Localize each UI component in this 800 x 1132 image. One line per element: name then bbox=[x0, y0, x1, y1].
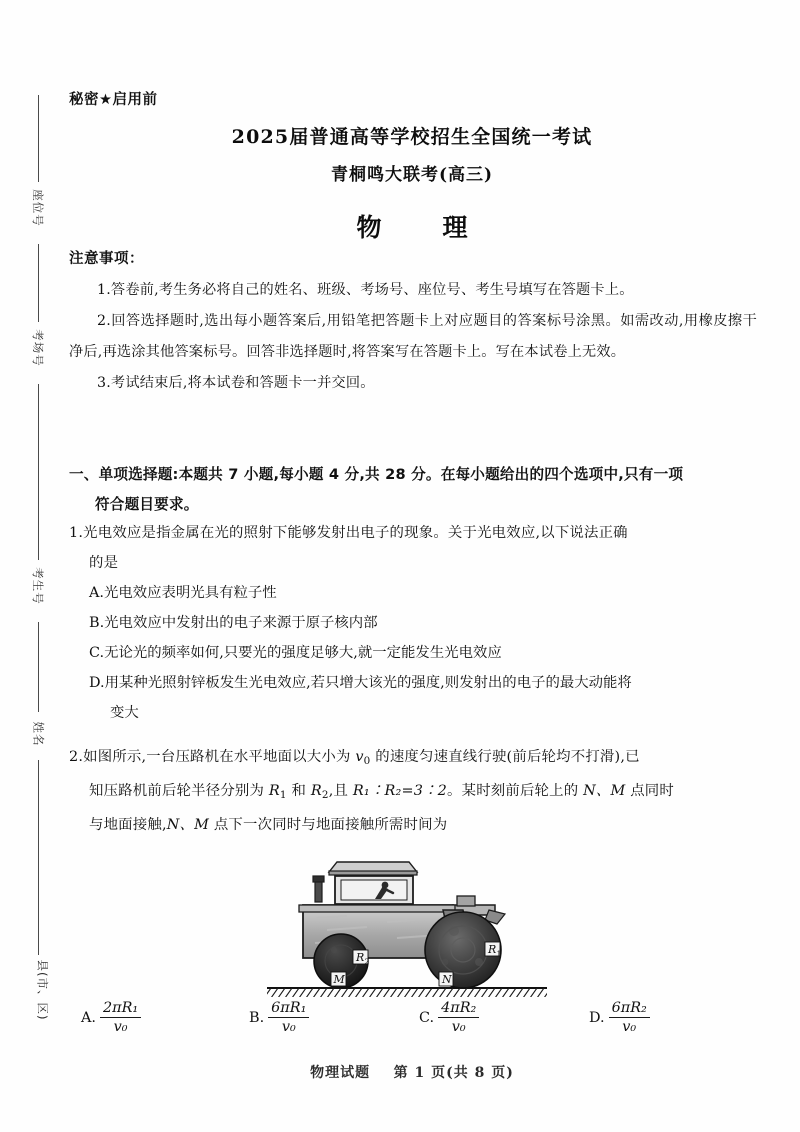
option-letter: D. bbox=[589, 1009, 605, 1026]
symbol-R1: R bbox=[268, 782, 280, 799]
question-2-stem-line2 bbox=[69, 776, 761, 810]
ground-line bbox=[267, 988, 547, 997]
footer-page-number: 第 1 页(共 8 页) bbox=[393, 1065, 514, 1081]
front-drum-R1 bbox=[425, 912, 501, 988]
option-letter: C. bbox=[89, 645, 105, 661]
question-1 bbox=[69, 518, 761, 728]
q2-l2a: 知压路机前后轮半径分别为 bbox=[89, 782, 269, 799]
q2-l2e: 点同时 bbox=[625, 782, 674, 799]
points-NM: N、M bbox=[166, 816, 210, 833]
margin-label-text: 姓名 bbox=[31, 721, 45, 747]
fraction bbox=[438, 1000, 479, 1035]
road-roller-diagram bbox=[257, 858, 557, 998]
question-2-option-d[interactable] bbox=[589, 1000, 650, 1035]
option-letter: B. bbox=[89, 615, 105, 631]
road-roller-figure bbox=[257, 858, 557, 998]
section-heading bbox=[69, 460, 759, 520]
left-margin-strip bbox=[0, 0, 62, 1132]
symbol-R2-sub: 2 bbox=[321, 788, 329, 801]
question-2-option-a[interactable] bbox=[81, 1000, 141, 1035]
question-2-options bbox=[69, 1000, 761, 1058]
question-1-stem-line1: 光电效应是指金属在光的照射下能够发射出电子的现象。关于光电效应,以下说法正确 bbox=[83, 525, 628, 541]
notice-item: 3.考试结束后,将本试卷和答题卡一并交回。 bbox=[97, 375, 375, 391]
roller-exhaust-stack bbox=[313, 876, 324, 902]
secret-notice: 秘密★启用前 bbox=[69, 92, 158, 108]
q2-l2b: 和 bbox=[286, 782, 311, 799]
margin-label-student-number bbox=[12, 567, 64, 605]
notice-block bbox=[69, 247, 757, 399]
notice-item: 2.回答选择题时,选出每小题答案后,用铅笔把答题卡上对应题目的答案标号涂黑。如需改动,用橡皮擦干净后,再选涂其他答案标号。回答非选择题时,将答案写在答题卡上。写在本试卷上无效。 bbox=[69, 313, 757, 360]
section-heading-line2: 符合题目要求。 bbox=[95, 496, 199, 513]
subject-title: 物 理 bbox=[356, 213, 486, 242]
q2-l2d: 。某时刻前后轮上的 bbox=[447, 782, 584, 799]
margin-label-county-city-district bbox=[12, 959, 64, 1021]
rear-wheel-point-label: M bbox=[333, 973, 345, 986]
question-2-stem bbox=[69, 742, 761, 776]
page-footer bbox=[62, 1062, 762, 1082]
question-2-stem-line3 bbox=[69, 810, 761, 840]
q2-l2c: ,且 bbox=[328, 782, 353, 799]
option-letter: B. bbox=[249, 1009, 265, 1026]
points-NM: N、M bbox=[583, 782, 626, 799]
fraction bbox=[100, 1000, 141, 1035]
question-1-option-a[interactable] bbox=[69, 578, 761, 608]
margin-label-text: 考场号 bbox=[31, 329, 45, 367]
question-2-number: 2. bbox=[69, 749, 84, 765]
question-2-option-c[interactable] bbox=[419, 1000, 479, 1035]
q2-l3b: 点下一次同时与地面接触所需时间为 bbox=[209, 816, 448, 833]
paper-subtitle: 青桐鸣大联考(高三) bbox=[330, 165, 494, 185]
option-letter: A. bbox=[89, 585, 104, 601]
symbol-v0: v bbox=[355, 749, 364, 765]
question-1-option-c[interactable] bbox=[69, 638, 761, 668]
rear-wheel-R2 bbox=[314, 934, 370, 988]
fraction-numerator: 2πR₁ bbox=[102, 1000, 139, 1016]
front-drum-point-label: N bbox=[442, 973, 452, 986]
fraction bbox=[268, 1000, 309, 1035]
fraction-denominator: v₀ bbox=[438, 1017, 479, 1035]
fraction-denominator: v₀ bbox=[100, 1017, 141, 1035]
section-heading-line1: 一、单项选择题:本题共 7 小题,每小题 4 分,共 28 分。在每小题给出的四个选项中,只有一项 bbox=[69, 466, 684, 483]
question-2-stem-line1b: 的速度匀速直线行驶(前后轮均不打滑),已 bbox=[370, 749, 640, 765]
option-letter: A. bbox=[81, 1009, 96, 1026]
margin-label-name bbox=[12, 721, 64, 747]
roller-cab bbox=[329, 862, 417, 904]
q2-l3a: 与地面接触, bbox=[89, 816, 167, 833]
front-drum-radius-label: R bbox=[488, 943, 497, 956]
margin-label-text: 县(市、区) bbox=[35, 959, 50, 1021]
question-1-option-b[interactable] bbox=[69, 608, 761, 638]
question-2-option-b[interactable] bbox=[249, 1000, 309, 1035]
question-2 bbox=[69, 742, 761, 840]
margin-label-text: 考生号 bbox=[31, 567, 45, 605]
fraction-numerator: 6πR₁ bbox=[271, 1000, 307, 1016]
option-text-wrap: 变大 bbox=[110, 705, 139, 721]
svg-text:2: 2 bbox=[364, 957, 370, 966]
option-text: 无论光的频率如何,只要光的强度足够大,就一定能发生光电效应 bbox=[104, 645, 502, 661]
question-1-stem bbox=[69, 518, 761, 578]
question-1-number: 1. bbox=[69, 525, 84, 541]
ratio-expression: R₁∶R₂=3∶2 bbox=[352, 782, 448, 799]
rear-wheel-radius-label: R bbox=[356, 951, 365, 964]
margin-label-seat-number bbox=[12, 189, 64, 227]
question-1-stem-line2: 的是 bbox=[89, 555, 119, 571]
symbol-R1-sub: 1 bbox=[279, 788, 287, 801]
symbol-R2: R bbox=[310, 782, 322, 799]
footer-subject: 物理试题 bbox=[310, 1065, 371, 1081]
page-title: 2025届普通高等学校招生全国统一考试 bbox=[231, 126, 593, 148]
option-text: 光电效应表明光具有粒子性 bbox=[103, 585, 277, 601]
symbol-v0-sub: 0 bbox=[363, 754, 371, 767]
question-1-option-d[interactable] bbox=[69, 668, 761, 728]
option-text: 用某种光照射锌板发生光电效应,若只增大该光的强度,则发射出的电子的最大动能将 bbox=[104, 675, 632, 691]
margin-label-text: 座位号 bbox=[31, 189, 45, 227]
paper-title-block bbox=[62, 122, 762, 244]
option-letter: D. bbox=[89, 675, 105, 691]
margin-label-exam-room-number bbox=[12, 329, 64, 367]
fraction-denominator: v₀ bbox=[268, 1017, 309, 1035]
notice-item: 1.答卷前,考生务必将自己的姓名、班级、考场号、座位号、考生号填写在答题卡上。 bbox=[97, 282, 634, 298]
option-text: 光电效应中发射出的电子来源于原子核内部 bbox=[104, 615, 378, 631]
notice-heading: 注意事项： bbox=[69, 251, 144, 267]
fraction-numerator: 6πR₂ bbox=[611, 1000, 647, 1016]
fraction bbox=[609, 1000, 650, 1035]
svg-text:1: 1 bbox=[496, 949, 502, 958]
fraction-denominator: v₀ bbox=[609, 1017, 650, 1035]
paper-content bbox=[62, 0, 762, 1132]
fraction-numerator: 4πR₂ bbox=[441, 1000, 477, 1016]
question-2-stem-line1a: 如图所示,一台压路机在水平地面以大小为 bbox=[83, 749, 356, 765]
option-letter: C. bbox=[419, 1009, 435, 1026]
